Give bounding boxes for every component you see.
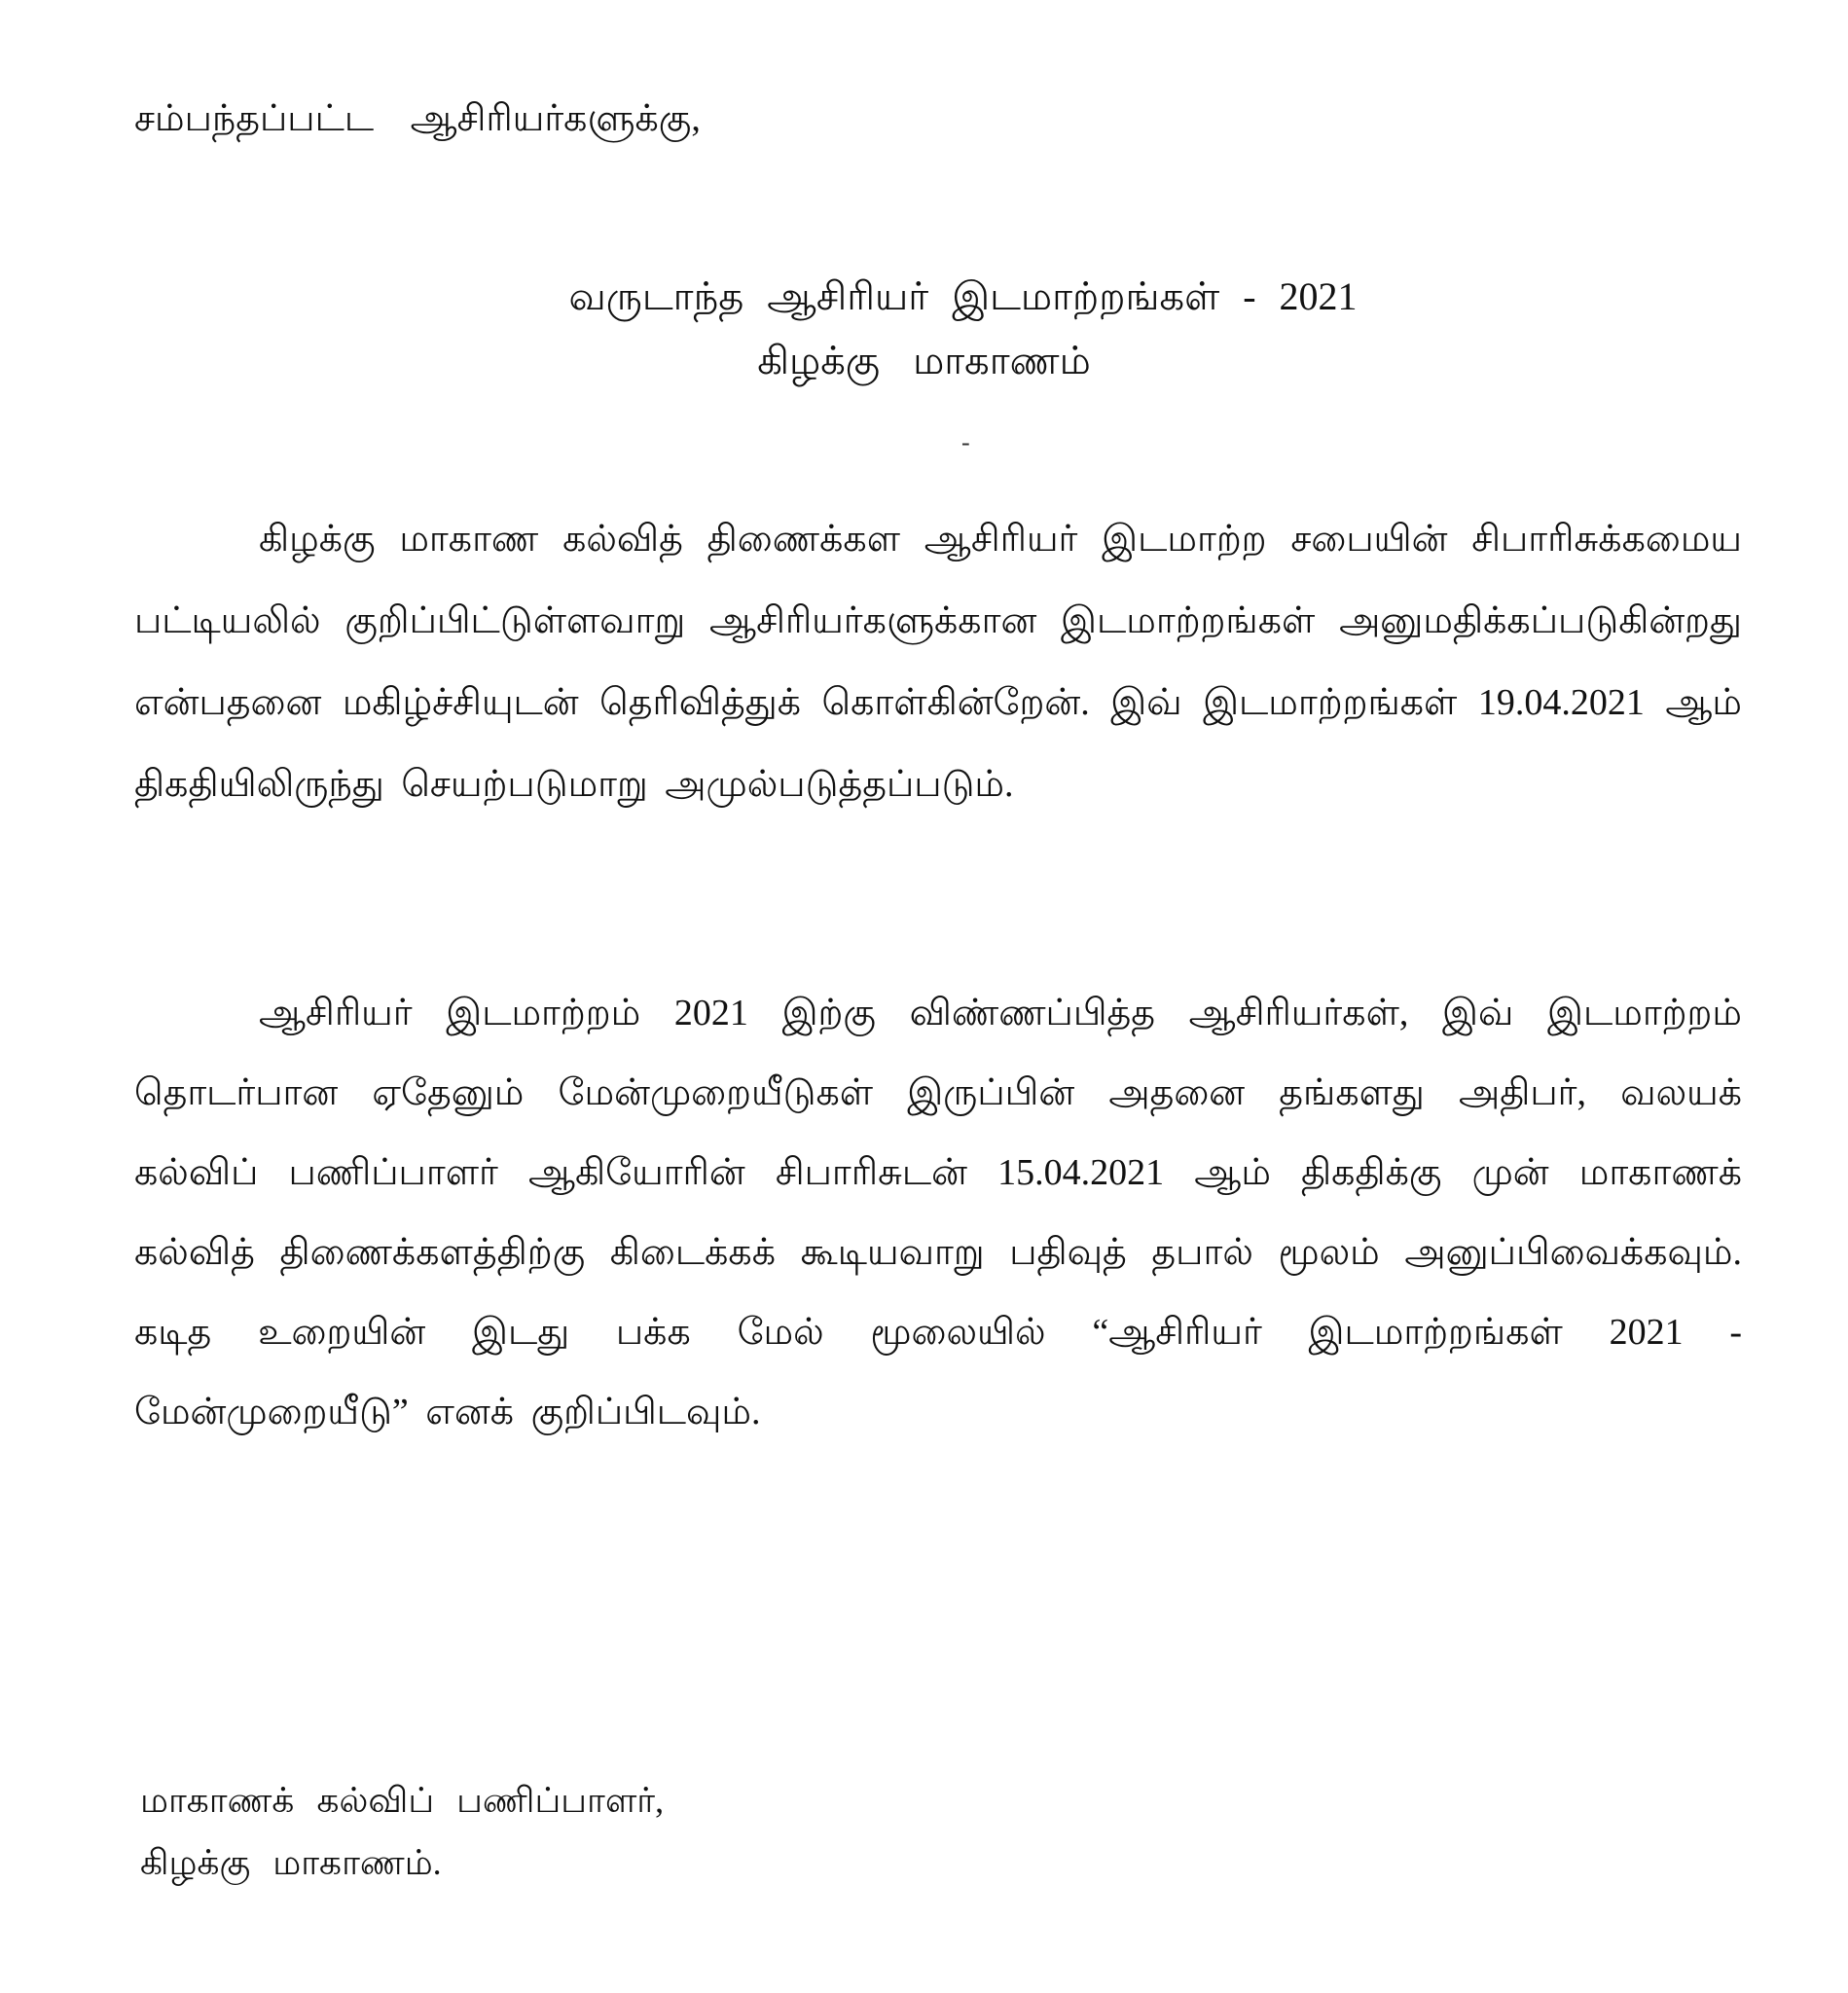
signature-block	[140, 1769, 664, 1894]
body-paragraph-1: கிழக்கு மாகாண கல்வித் திணைக்கள ஆசிரியர் இடமாற்ற சபையின் சிபாரிசுக்கமைய பட்டியலில் குறிப்பிட்டுள்ளவாறு ஆசிரியர்களுக்கான இடமாற்றங்கள் அனுமதிக்கப்படுகின்றது என்பதனை மகிழ்ச்சியுடன் தெரிவித்துக் கொள்கின்றேன். இவ் இடமாற்றங்கள் 19.04.2021 ஆம் திகதியிலிருந்து செயற்படுமாறு அமுல்படுத்தப்படும்.	[134, 519, 1742, 805]
letter-title	[0, 265, 1848, 393]
salutation: சம்பந்தப்பட்ட ஆசிரியர்களுக்கு,	[134, 98, 701, 139]
title-line-1: வருடாந்த ஆசிரியர் இடமாற்றங்கள் - 2021	[568, 274, 1358, 318]
body-paragraph-2: ஆசிரியர் இடமாற்றம் 2021 இற்கு விண்ணப்பித்த ஆசிரியர்கள், இவ் இடமாற்றம் தொடர்பான ஏதேனும் மேன்முறையீடுகள் இருப்பின் அதனை தங்களது அதிபர், வலயக் கல்விப் பணிப்பாளர் ஆகியோரின் சிபாரிசுடன் 15.04.2021 ஆம் திகதிக்கு முன் மாகாணக் கல்வித் திணைக்களத்திற்கு கிடைக்கக் கூடியவாறு பதிவுத் தபால் மூலம் அனுப்பிவைக்கவும். கடித உறையின் இடது பக்க மேல் மூலையில் “ஆசிரியர் இடமாற்றங்கள் 2021 - மேன்முறையீடு” எனக் குறிப்பிடவும்.	[134, 993, 1742, 1432]
title-line-2: கிழக்கு மாகாணம்	[757, 339, 1091, 382]
signoff-province: கிழக்கு மாகாணம்.	[140, 1843, 442, 1882]
title-separator: -	[961, 428, 970, 456]
signoff-designation: மாகாணக் கல்விப் பணிப்பாளர்,	[140, 1781, 665, 1820]
